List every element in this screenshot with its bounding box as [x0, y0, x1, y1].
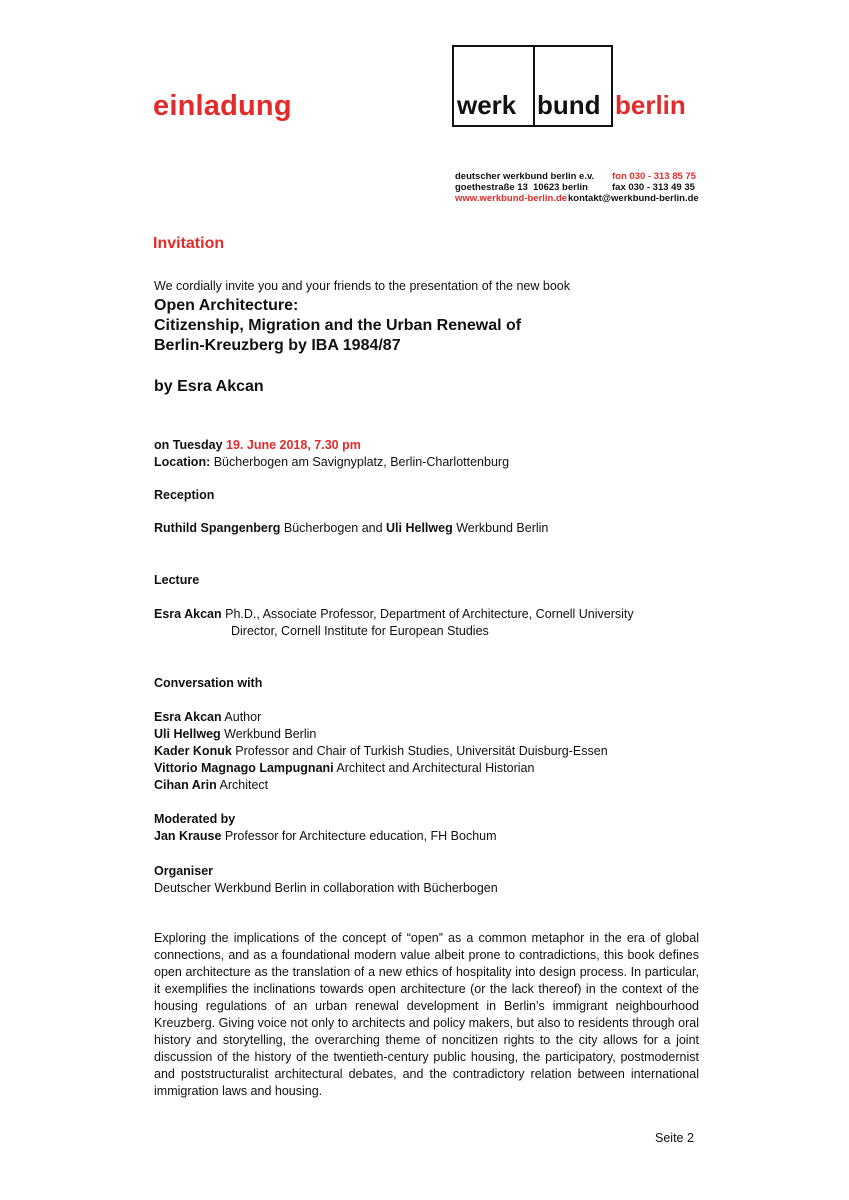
reception-connector: Bücherbogen and	[280, 521, 387, 535]
invitation-heading: Invitation	[153, 235, 225, 252]
list-item	[154, 709, 608, 726]
participant-name: Kader Konuk	[154, 744, 232, 758]
conversation-heading: Conversation with	[154, 676, 263, 690]
conversation-list	[154, 709, 608, 794]
event-location-label: Location:	[154, 455, 211, 469]
participant-role: Architect and Architectural Historian	[333, 761, 535, 775]
contact-website-link[interactable]: www.werkbund-berlin.de	[455, 193, 568, 204]
contact-city: 10623 berlin	[533, 182, 588, 193]
event-location: Bücherbogen am Savignyplatz, Berlin-Charlottenburg	[210, 455, 510, 469]
participant-role: Professor and Chair of Turkish Studies, Universität Duisburg-Essen	[231, 744, 608, 758]
book-title	[154, 296, 521, 356]
participant-name: Uli Hellweg	[154, 727, 221, 741]
list-item	[154, 726, 608, 743]
contact-street: goethestraße 13	[455, 182, 528, 193]
reception-text	[154, 520, 548, 537]
list-item	[154, 743, 608, 760]
lecture-line1	[154, 606, 634, 623]
contact-fax: fax 030 - 313 49 35	[612, 182, 695, 193]
lecture-heading: Lecture	[154, 573, 200, 587]
book-title-line: Open Architecture:	[154, 297, 299, 314]
event-date-line	[154, 437, 361, 454]
participant-name: Cihan Arin	[154, 778, 217, 792]
contact-org: deutscher werkbund berlin e.v.	[455, 171, 595, 182]
logo-word-berlin: berlin	[615, 90, 686, 120]
book-author: by Esra Akcan	[154, 378, 264, 395]
list-item	[154, 760, 608, 777]
lecture-line2: Director, Cornell Institute for European Studies	[231, 624, 489, 638]
moderator-line	[154, 828, 497, 845]
participant-role: Werkbund Berlin	[220, 727, 317, 741]
participant-role: Author	[221, 710, 262, 724]
participant-name: Esra Akcan	[154, 710, 222, 724]
organiser-heading: Organiser	[154, 864, 214, 878]
logo-word-werk: werk	[457, 90, 517, 120]
lecturer-name: Esra Akcan	[154, 607, 222, 621]
participant-role: Architect	[216, 778, 269, 792]
event-date-prefix: on Tuesday	[154, 438, 227, 452]
book-title-line: Citizenship, Migration and the Urban Renewal of	[154, 317, 522, 334]
book-abstract: Exploring the implications of the concept of “open” as a common metaphor in the era of global connections, and as a foundational modern value albeit prone to contradictions, this book defines open architecture as the translation of a new ethics of hospitality into design process. In particular, it exemplifies the inclinations towards open architecture (or the lack thereof) in the context of the housing regulations of an urban renewal development in Berlin’s immigrant neighbourhood Kreuzberg. Giving voice not only to architects and policy makers, but also to residents through oral history and storytelling, the overarching theme of noncitizen rights to the city allows for a joint discussion of the history of the twentieth-century public housing, the participatory, postmodernist and poststructuralist architectural debates, and the contradictory relation between international immigration laws and housing.	[154, 931, 699, 1098]
reception-org: Werkbund Berlin	[452, 521, 549, 535]
reception-name: Uli Hellweg	[386, 521, 453, 535]
participant-name: Vittorio Magnago Lampugnani	[154, 761, 334, 775]
reception-name: Ruthild Spangenberg	[154, 521, 281, 535]
moderator-role: Professor for Architecture education, FH Bochum	[221, 829, 497, 843]
einladung-heading: einladung	[153, 90, 292, 122]
page-number: Seite 2	[655, 1131, 694, 1145]
logo-word-bund: bund	[537, 90, 601, 120]
lecturer-role: Ph.D., Associate Professor, Department of Architecture, Cornell University	[221, 607, 634, 621]
organiser-text: Deutscher Werkbund Berlin in collaboration with Bücherbogen	[154, 881, 498, 895]
moderator-name: Jan Krause	[154, 829, 222, 843]
moderated-heading: Moderated by	[154, 812, 236, 826]
contact-phone: fon 030 - 313 85 75	[612, 171, 696, 182]
book-title-line: Berlin-Kreuzberg by IBA 1984/87	[154, 337, 401, 354]
list-item	[154, 777, 608, 794]
invitation-intro: We cordially invite you and your friends to the presentation of the new book	[154, 279, 570, 293]
event-date: 19. June 2018, 7.30 pm	[226, 438, 361, 452]
reception-heading: Reception	[154, 488, 215, 502]
event-location-line	[154, 454, 509, 471]
contact-email-link[interactable]: kontakt@werkbund-berlin.de	[568, 193, 699, 204]
